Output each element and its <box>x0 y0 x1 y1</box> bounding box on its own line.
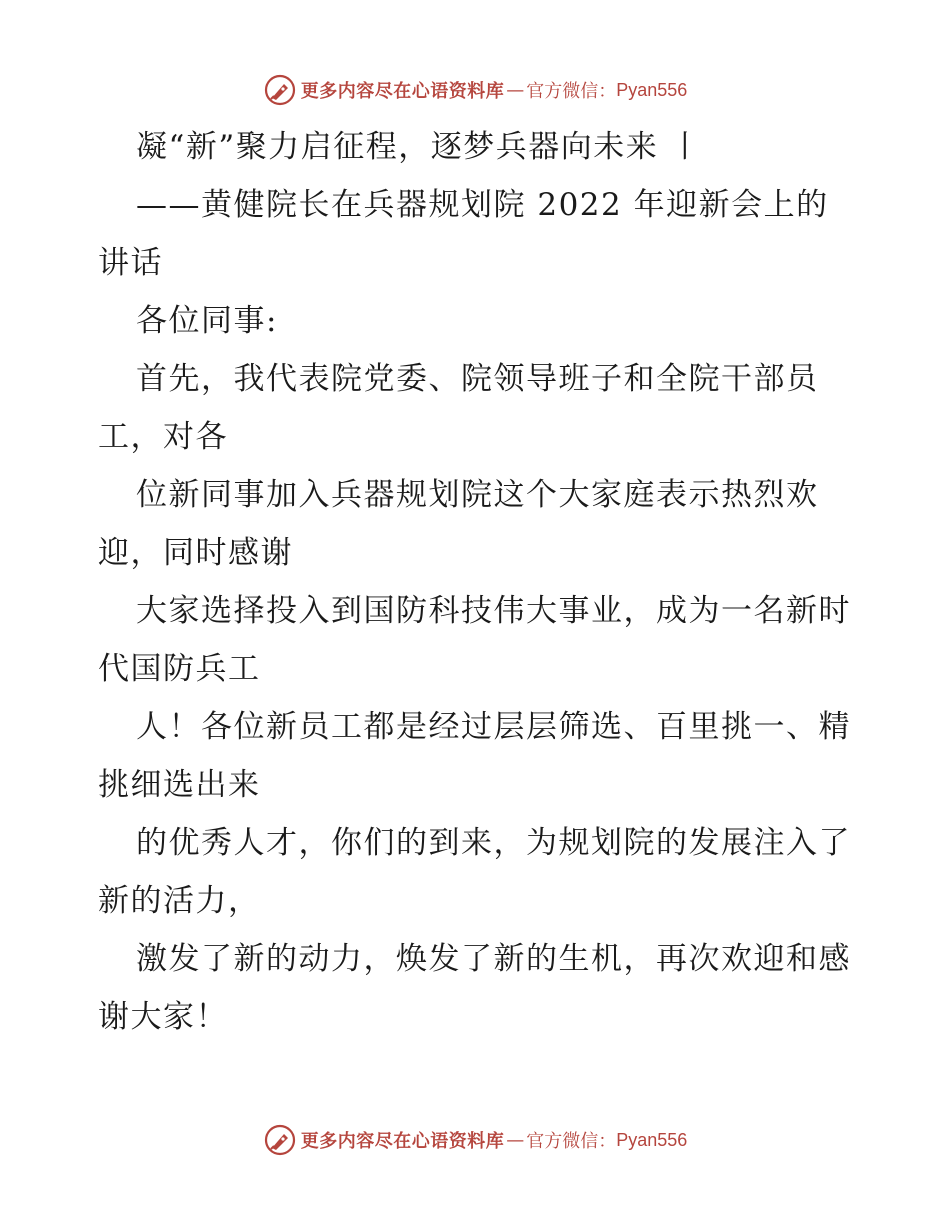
paragraph: 激发了新的动力，焕发了新的生机，再次欢迎和感谢大家！ <box>98 941 851 1035</box>
document-body <box>98 118 858 1046</box>
banner-wechat-handle: Pyan556 <box>616 79 688 100</box>
pen-nib-circle-icon <box>263 73 297 107</box>
paragraph: 位新同事加入兵器规划院这个大家庭表示热烈欢迎，同时感谢 <box>98 477 819 571</box>
paragraph: 首先，我代表院党委、院领导班子和全院干部员工，对各 <box>98 361 819 455</box>
banner-brand: 更多内容尽在心语资料库 <box>300 81 505 102</box>
paragraph: 的优秀人才，你们的到来，为规划院的发展注入了新的活力， <box>98 825 851 919</box>
banner-dash: — <box>506 79 525 101</box>
banner-wechat-label: 官方微信： <box>526 81 617 102</box>
banner-brand: 更多内容尽在心语资料库 <box>300 1131 505 1152</box>
footer-banner <box>0 1120 950 1160</box>
pen-nib-circle-icon <box>263 1123 297 1157</box>
document-title: 凝“新”聚力启征程，逐梦兵器向未来 丨 <box>136 129 703 165</box>
banner-wechat-handle: Pyan556 <box>616 1129 688 1150</box>
paragraph: 各位同事: <box>136 303 278 339</box>
paragraph: 大家选择投入到国防科技伟大事业，成为一名新时代国防兵工 <box>98 593 851 687</box>
banner-wechat-label: 官方微信： <box>526 1131 617 1152</box>
banner-dash: — <box>506 1129 525 1151</box>
document-subtitle: ——黄健院长在兵器规划院 2022 年迎新会上的讲话 <box>98 187 829 281</box>
paragraph: 人！各位新员工都是经过层层筛选、百里挑一、精挑细选出来 <box>98 709 851 803</box>
header-banner <box>0 70 950 110</box>
